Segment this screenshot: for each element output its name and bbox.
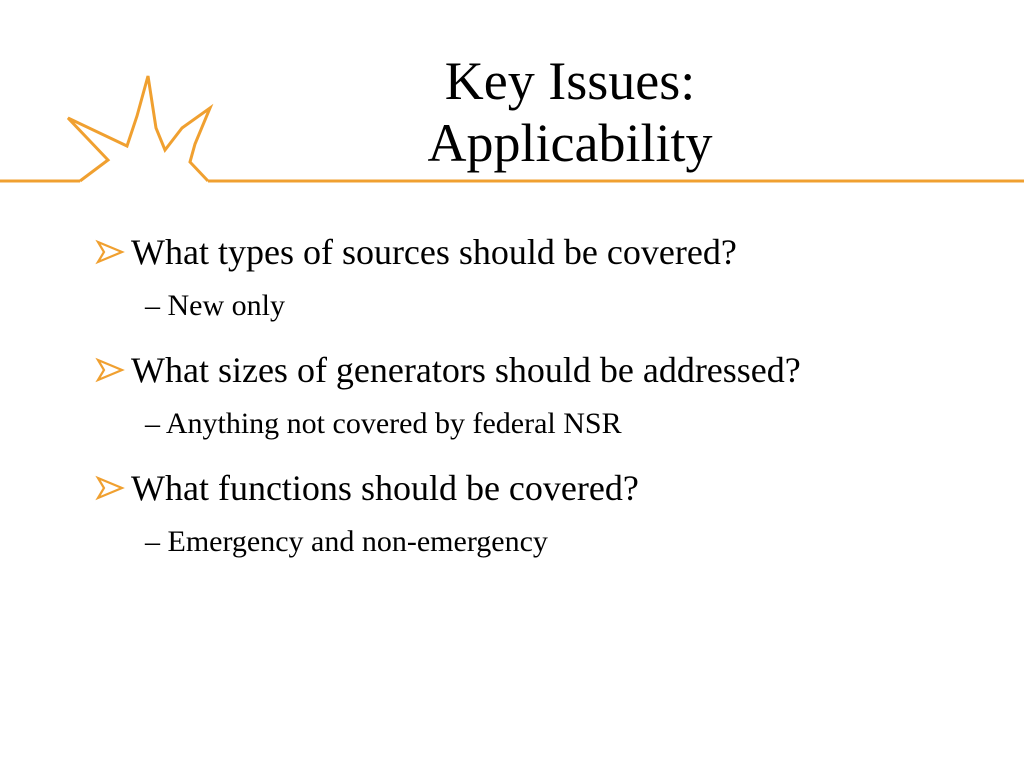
bullet-functions [0,466,1024,510]
chevron-arrow-icon [95,357,125,383]
sub-bullet-sources: – New only [145,289,285,322]
chevron-arrow-icon [95,239,125,265]
bullet-sizes [0,348,1024,392]
bullet-text: What sizes of generators should be addressed? [131,350,801,390]
title-line-2: Applicability [427,113,713,173]
sub-bullet-functions: – Emergency and non-emergency [145,525,548,558]
title-line-1: Key Issues: [444,51,696,111]
bullet-item-sources [0,230,1024,324]
chevron-arrow-icon [95,475,125,501]
starburst-outline [68,76,210,181]
bullet-item-sizes [0,348,1024,442]
bullet-sources [0,230,1024,274]
bullet-list [0,230,1024,584]
bullet-item-functions [0,466,1024,560]
bullet-text: What functions should be covered? [131,468,639,508]
page-title [300,50,840,174]
sub-bullet-sizes: – Anything not covered by federal NSR [145,407,622,440]
bullet-text: What types of sources should be covered? [131,232,737,272]
